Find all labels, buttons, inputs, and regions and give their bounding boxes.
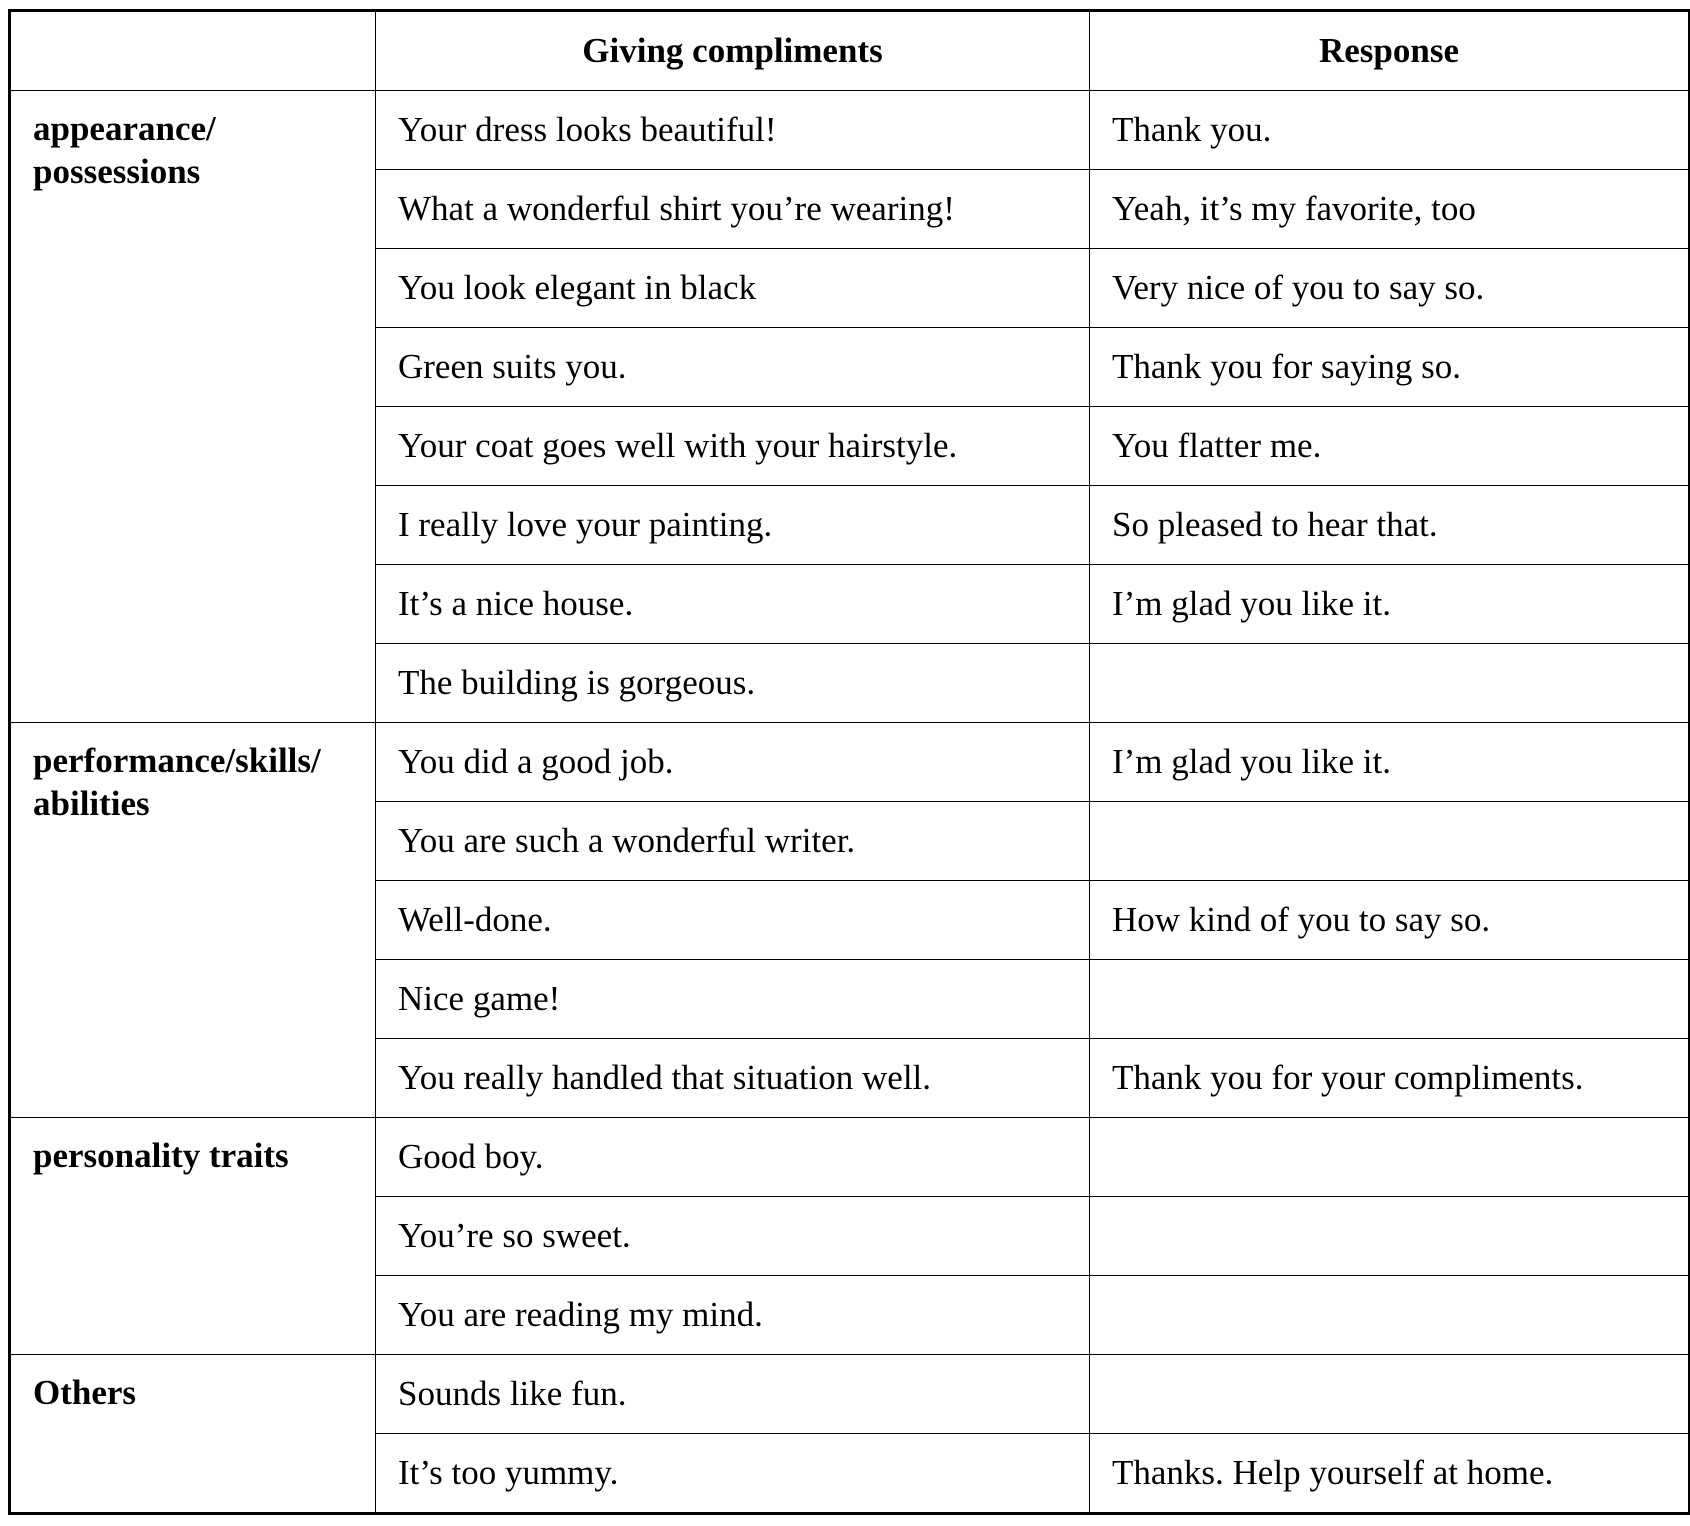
compliment-cell: I really love your painting. xyxy=(376,486,1090,565)
compliment-cell: It’s too yummy. xyxy=(376,1434,1090,1514)
response-cell: I’m glad you like it. xyxy=(1090,723,1690,802)
category-performance-skills-abilities: performance/skills/ abilities xyxy=(10,723,376,1118)
compliment-cell: You really handled that situation well. xyxy=(376,1039,1090,1118)
header-category xyxy=(10,11,376,91)
table-row xyxy=(10,91,1690,170)
response-cell: You flatter me. xyxy=(1090,407,1690,486)
response-cell xyxy=(1090,802,1690,881)
category-others: Others xyxy=(10,1355,376,1514)
response-cell xyxy=(1090,644,1690,723)
compliment-cell: Green suits you. xyxy=(376,328,1090,407)
response-cell: How kind of you to say so. xyxy=(1090,881,1690,960)
header-giving-compliments: Giving compliments xyxy=(376,11,1090,91)
compliments-table xyxy=(8,9,1690,1515)
compliment-cell: Your dress looks beautiful! xyxy=(376,91,1090,170)
compliment-cell: You look elegant in black xyxy=(376,249,1090,328)
compliment-cell: You are such a wonderful writer. xyxy=(376,802,1090,881)
compliment-cell: Your coat goes well with your hairstyle. xyxy=(376,407,1090,486)
compliment-cell: You are reading my mind. xyxy=(376,1276,1090,1355)
response-cell xyxy=(1090,960,1690,1039)
compliment-cell: Nice game! xyxy=(376,960,1090,1039)
response-cell xyxy=(1090,1197,1690,1276)
response-cell xyxy=(1090,1355,1690,1434)
compliment-cell: The building is gorgeous. xyxy=(376,644,1090,723)
response-cell: So pleased to hear that. xyxy=(1090,486,1690,565)
compliment-cell: It’s a nice house. xyxy=(376,565,1090,644)
table-row xyxy=(10,1118,1690,1197)
table-row xyxy=(10,1355,1690,1434)
compliment-cell: Good boy. xyxy=(376,1118,1090,1197)
category-appearance-possessions: appearance/ possessions xyxy=(10,91,376,723)
response-cell: Thank you. xyxy=(1090,91,1690,170)
response-cell: I’m glad you like it. xyxy=(1090,565,1690,644)
response-cell: Very nice of you to say so. xyxy=(1090,249,1690,328)
response-cell: Thanks. Help yourself at home. xyxy=(1090,1434,1690,1514)
table-row xyxy=(10,723,1690,802)
compliment-cell: You’re so sweet. xyxy=(376,1197,1090,1276)
compliment-cell: Sounds like fun. xyxy=(376,1355,1090,1434)
response-cell: Thank you for saying so. xyxy=(1090,328,1690,407)
compliment-cell: You did a good job. xyxy=(376,723,1090,802)
compliment-cell: Well-done. xyxy=(376,881,1090,960)
response-cell xyxy=(1090,1276,1690,1355)
compliment-cell: What a wonderful shirt you’re wearing! xyxy=(376,170,1090,249)
response-cell: Yeah, it’s my favorite, too xyxy=(1090,170,1690,249)
header-response: Response xyxy=(1090,11,1690,91)
response-cell xyxy=(1090,1118,1690,1197)
category-personality-traits: personality traits xyxy=(10,1118,376,1355)
header-row xyxy=(10,11,1690,91)
response-cell: Thank you for your compliments. xyxy=(1090,1039,1690,1118)
